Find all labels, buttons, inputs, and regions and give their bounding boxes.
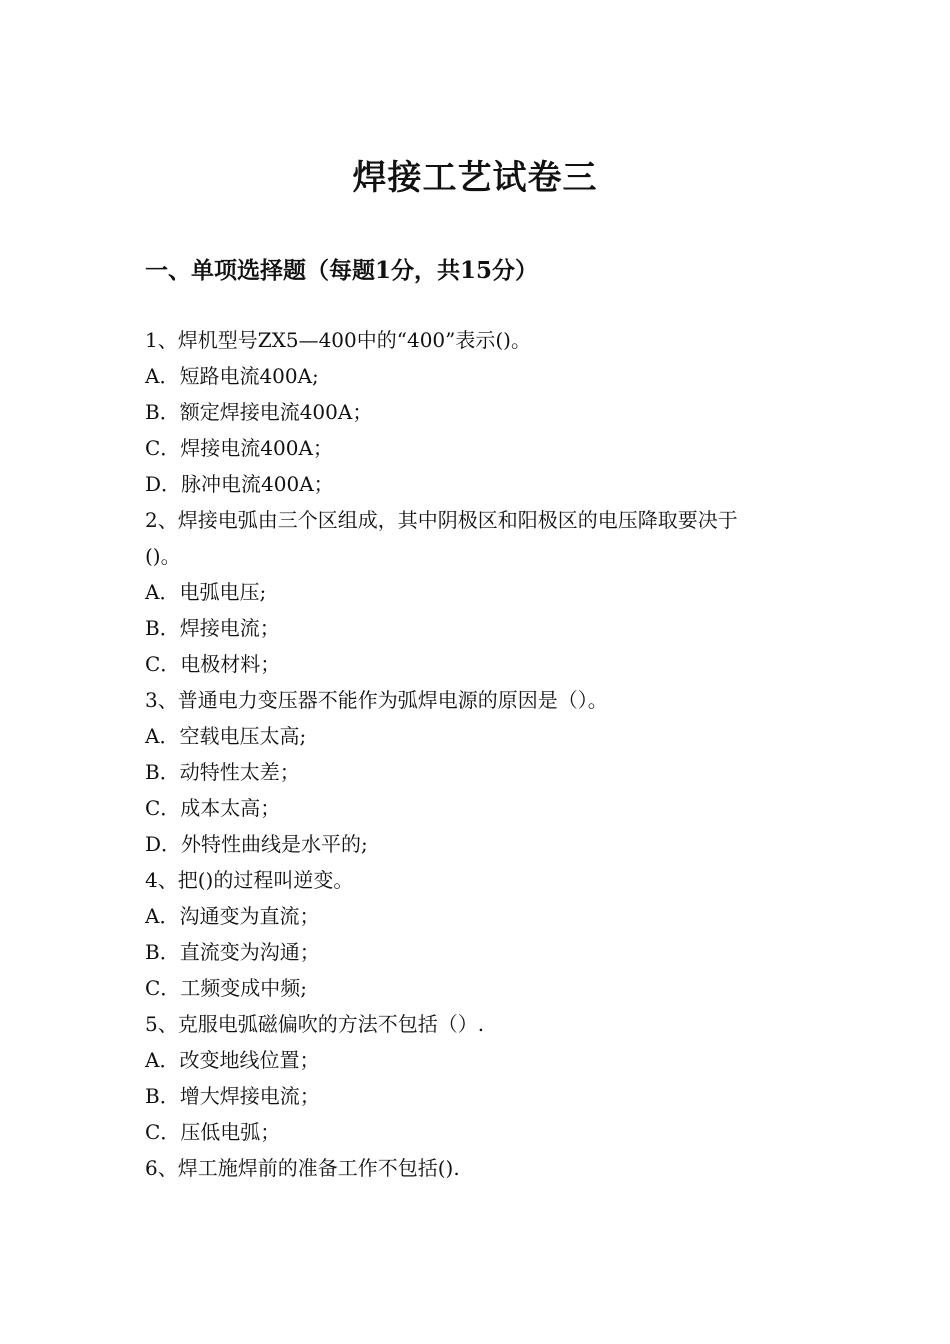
question-5: 5、克服电弧磁偏吹的方法不包括（）. [145,1012,485,1036]
question-4-option-a: A．沟通变为直流； [145,904,320,928]
question-list [145,322,815,1186]
question-6: 6、焊工施焊前的准备工作不包括(). [145,1156,460,1180]
question-5-option-a: A．改变地线位置； [145,1048,320,1072]
question-2: 2、焊接电弧由三个区组成，其中阴极区和阳极区的电压降取要决于 [145,508,738,532]
question-3-option-c: C．成本太高； [145,796,281,820]
question-5-option-c: C．压低电弧； [145,1120,281,1144]
question-5-option-b: B．增大焊接电流； [145,1084,320,1108]
question-4-option-c: C．工频变成中频; [145,976,308,1000]
question-1-option-b: B．额定焊接电流400A； [145,400,373,424]
question-4-option-b: B．直流变为沟通； [145,940,320,964]
question-2-continued: ()。 [145,544,181,568]
question-3-option-b: B．动特性太差； [145,760,300,784]
question-1-option-c: C．焊接电流400A； [145,436,333,460]
question-1-option-d: D．脉冲电流400A； [145,472,334,496]
question-2-option-c: C．电极材料； [145,652,281,676]
section-heading: 一、单项选择题（每题1分，共15分） [145,257,539,284]
question-3: 3、普通电力变压器不能作为弧焊电源的原因是（）。 [145,688,608,712]
question-2-option-b: B．焊接电流； [145,616,280,640]
question-2-option-a: A．电弧电压; [145,580,267,604]
question-1-option-a: A．短路电流400A; [145,364,319,388]
page-title: 焊接工艺试卷三 [352,158,598,198]
question-1: 1、焊机型号ZX5—400中的“400”表示()。 [145,328,531,352]
question-4: 4、把()的过程叫逆变。 [145,868,354,892]
question-3-option-a: A．空载电压太高; [145,724,307,748]
question-3-option-d: D．外特性曲线是水平的; [145,832,368,856]
